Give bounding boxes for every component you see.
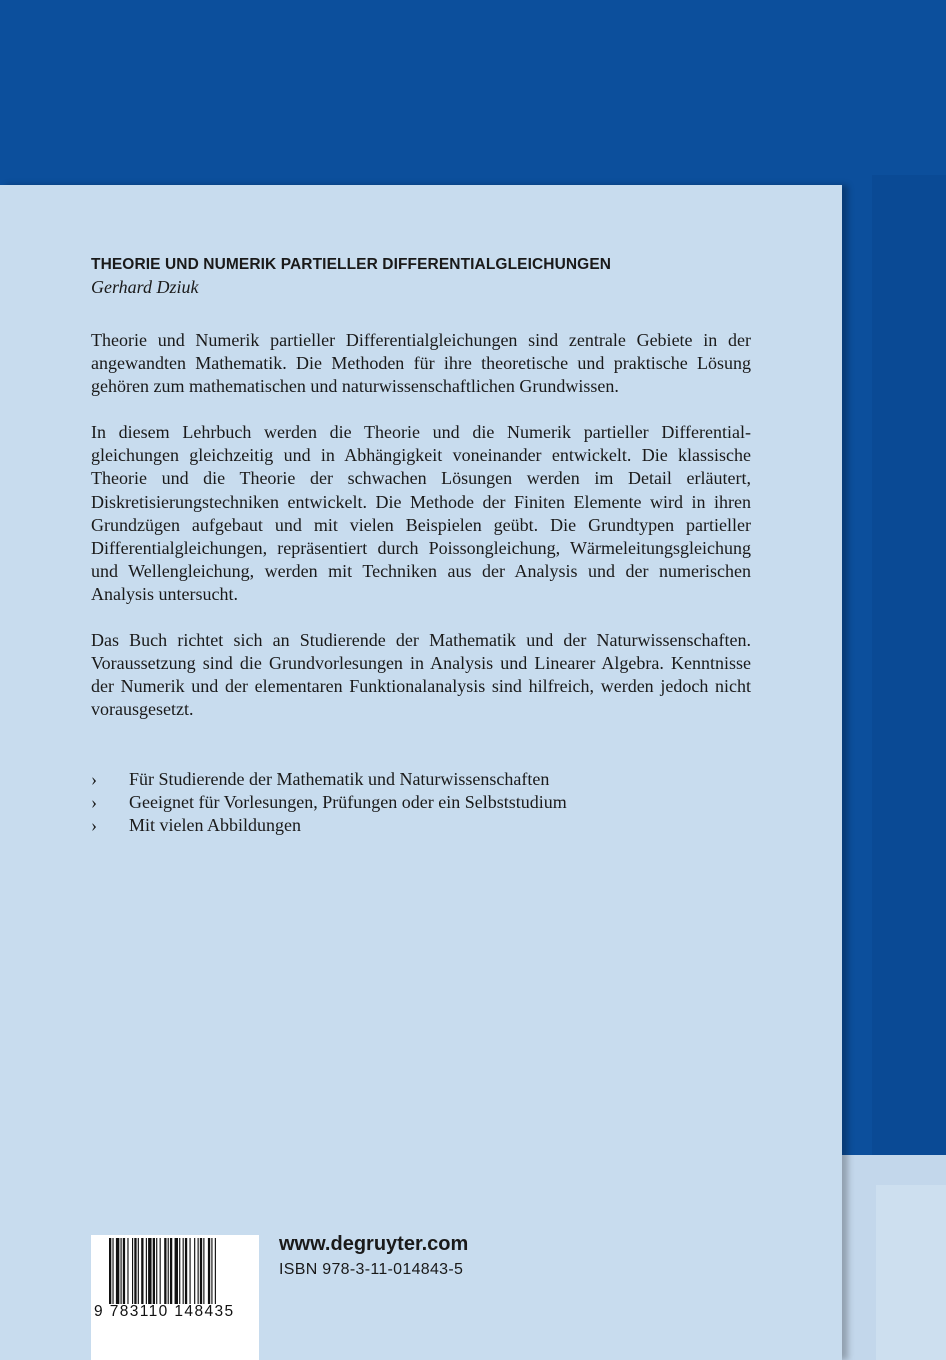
cover-lower-right-inner-block [876,1185,946,1360]
barcode-bar [198,1238,199,1304]
barcode-bar [190,1238,191,1304]
bullet-icon: › [91,792,97,813]
barcode-bar [112,1238,113,1304]
publisher-url[interactable]: www.degruyter.com [279,1233,469,1255]
barcode-bar [175,1238,178,1304]
barcode-bar [168,1238,169,1304]
barcode-bar [116,1238,119,1304]
barcode-bar [170,1238,172,1304]
barcode-bar [132,1238,133,1304]
bullet-icon: › [91,769,97,790]
description-paragraph-3: Das Buch richtet sich an Studierende der Mathematik und der Naturwissenschaften. Voraussetzung sind die Grundvorlesungen in Analysis und Linearer Algebra. Kenntnisse der Numerik und der elementaren Funktionalanalysis sind hilfreich, werden jedoch nicht vorausgesetzt. [91,630,751,720]
barcode-bars-icon [109,1238,247,1304]
barcode-bar [200,1238,202,1304]
barcode-bar [160,1238,161,1304]
book-author: Gerhard Dziuk [91,277,199,297]
feature-list [91,768,751,837]
cover-right-shade [872,175,946,1155]
barcode-bar [164,1238,166,1304]
description-paragraph-2: In diesem Lehrbuch werden die Theorie und die Numerik partieller Differentialgleichungen gleichzeitig und in Abhängigkeit voneinander entwickelt. Die klassische Theorie und die Theorie der schwachen Lösungen werden im Detail erläutert, Diskretisierungstechniken entwickelt. Die Methode der Finiten Elemente wird in ihren Grundzügen aufgebaut und mit vielen Beispielen geübt. Die Grundtypen partieller Differentialgleichungen, repräsentiert durch Poissongleichung, Wärmeleitungsgleichung und Wellengleichung, werden mit Techniken aus der Analysis und der numerischen Analysis untersucht. [91,422,751,604]
barcode-bar [211,1238,212,1304]
barcode-bar [141,1238,143,1304]
barcode-bar [123,1238,125,1304]
barcode-bar [215,1238,216,1304]
feature-item [91,814,751,837]
barcode [91,1235,259,1360]
barcode-bar [203,1238,204,1304]
barcode-bar [134,1238,136,1304]
feature-item [91,791,751,814]
description-paragraph-1: Theorie und Numerik partieller Differentialgleichungen sind zentrale Gebiete in der angewandten Mathematik. Die Methoden für ihre theoretische und praktische Lösung gehören zum mathematischen und naturwissenschaftlichen Grundwissen. [91,330,751,397]
barcode-bar [185,1238,187,1304]
feature-item-text: Für Studierende der Mathematik und Naturwissenschaften [129,769,550,790]
book-title: THEORIE UND NUMERIK PARTIELLER DIFFERENTIALGLEICHUNGEN [91,256,612,273]
barcode-bar [153,1238,155,1304]
barcode-bar [146,1238,147,1304]
barcode-bar [121,1238,122,1304]
barcode-bar [127,1238,128,1304]
feature-item-text: Geeignet für Vorlesungen, Prüfungen oder ein Selbststudium [129,792,567,813]
isbn: ISBN 978-3-11-014843-5 [279,1261,464,1278]
barcode-bar [208,1238,210,1304]
feature-item-text: Mit vielen Abbildungen [129,815,301,836]
barcode-digits: 9 783110 148435 [94,1303,235,1320]
feature-item [91,768,751,791]
back-cover-text [91,254,751,837]
barcode-bar [156,1238,157,1304]
barcode-bar [179,1238,180,1304]
bullet-icon: › [91,815,97,836]
barcode-bar [109,1238,111,1304]
barcode-bar [183,1238,184,1304]
barcode-bar [194,1238,195,1304]
barcode-bar [138,1238,139,1304]
barcode-bar [148,1238,151,1304]
